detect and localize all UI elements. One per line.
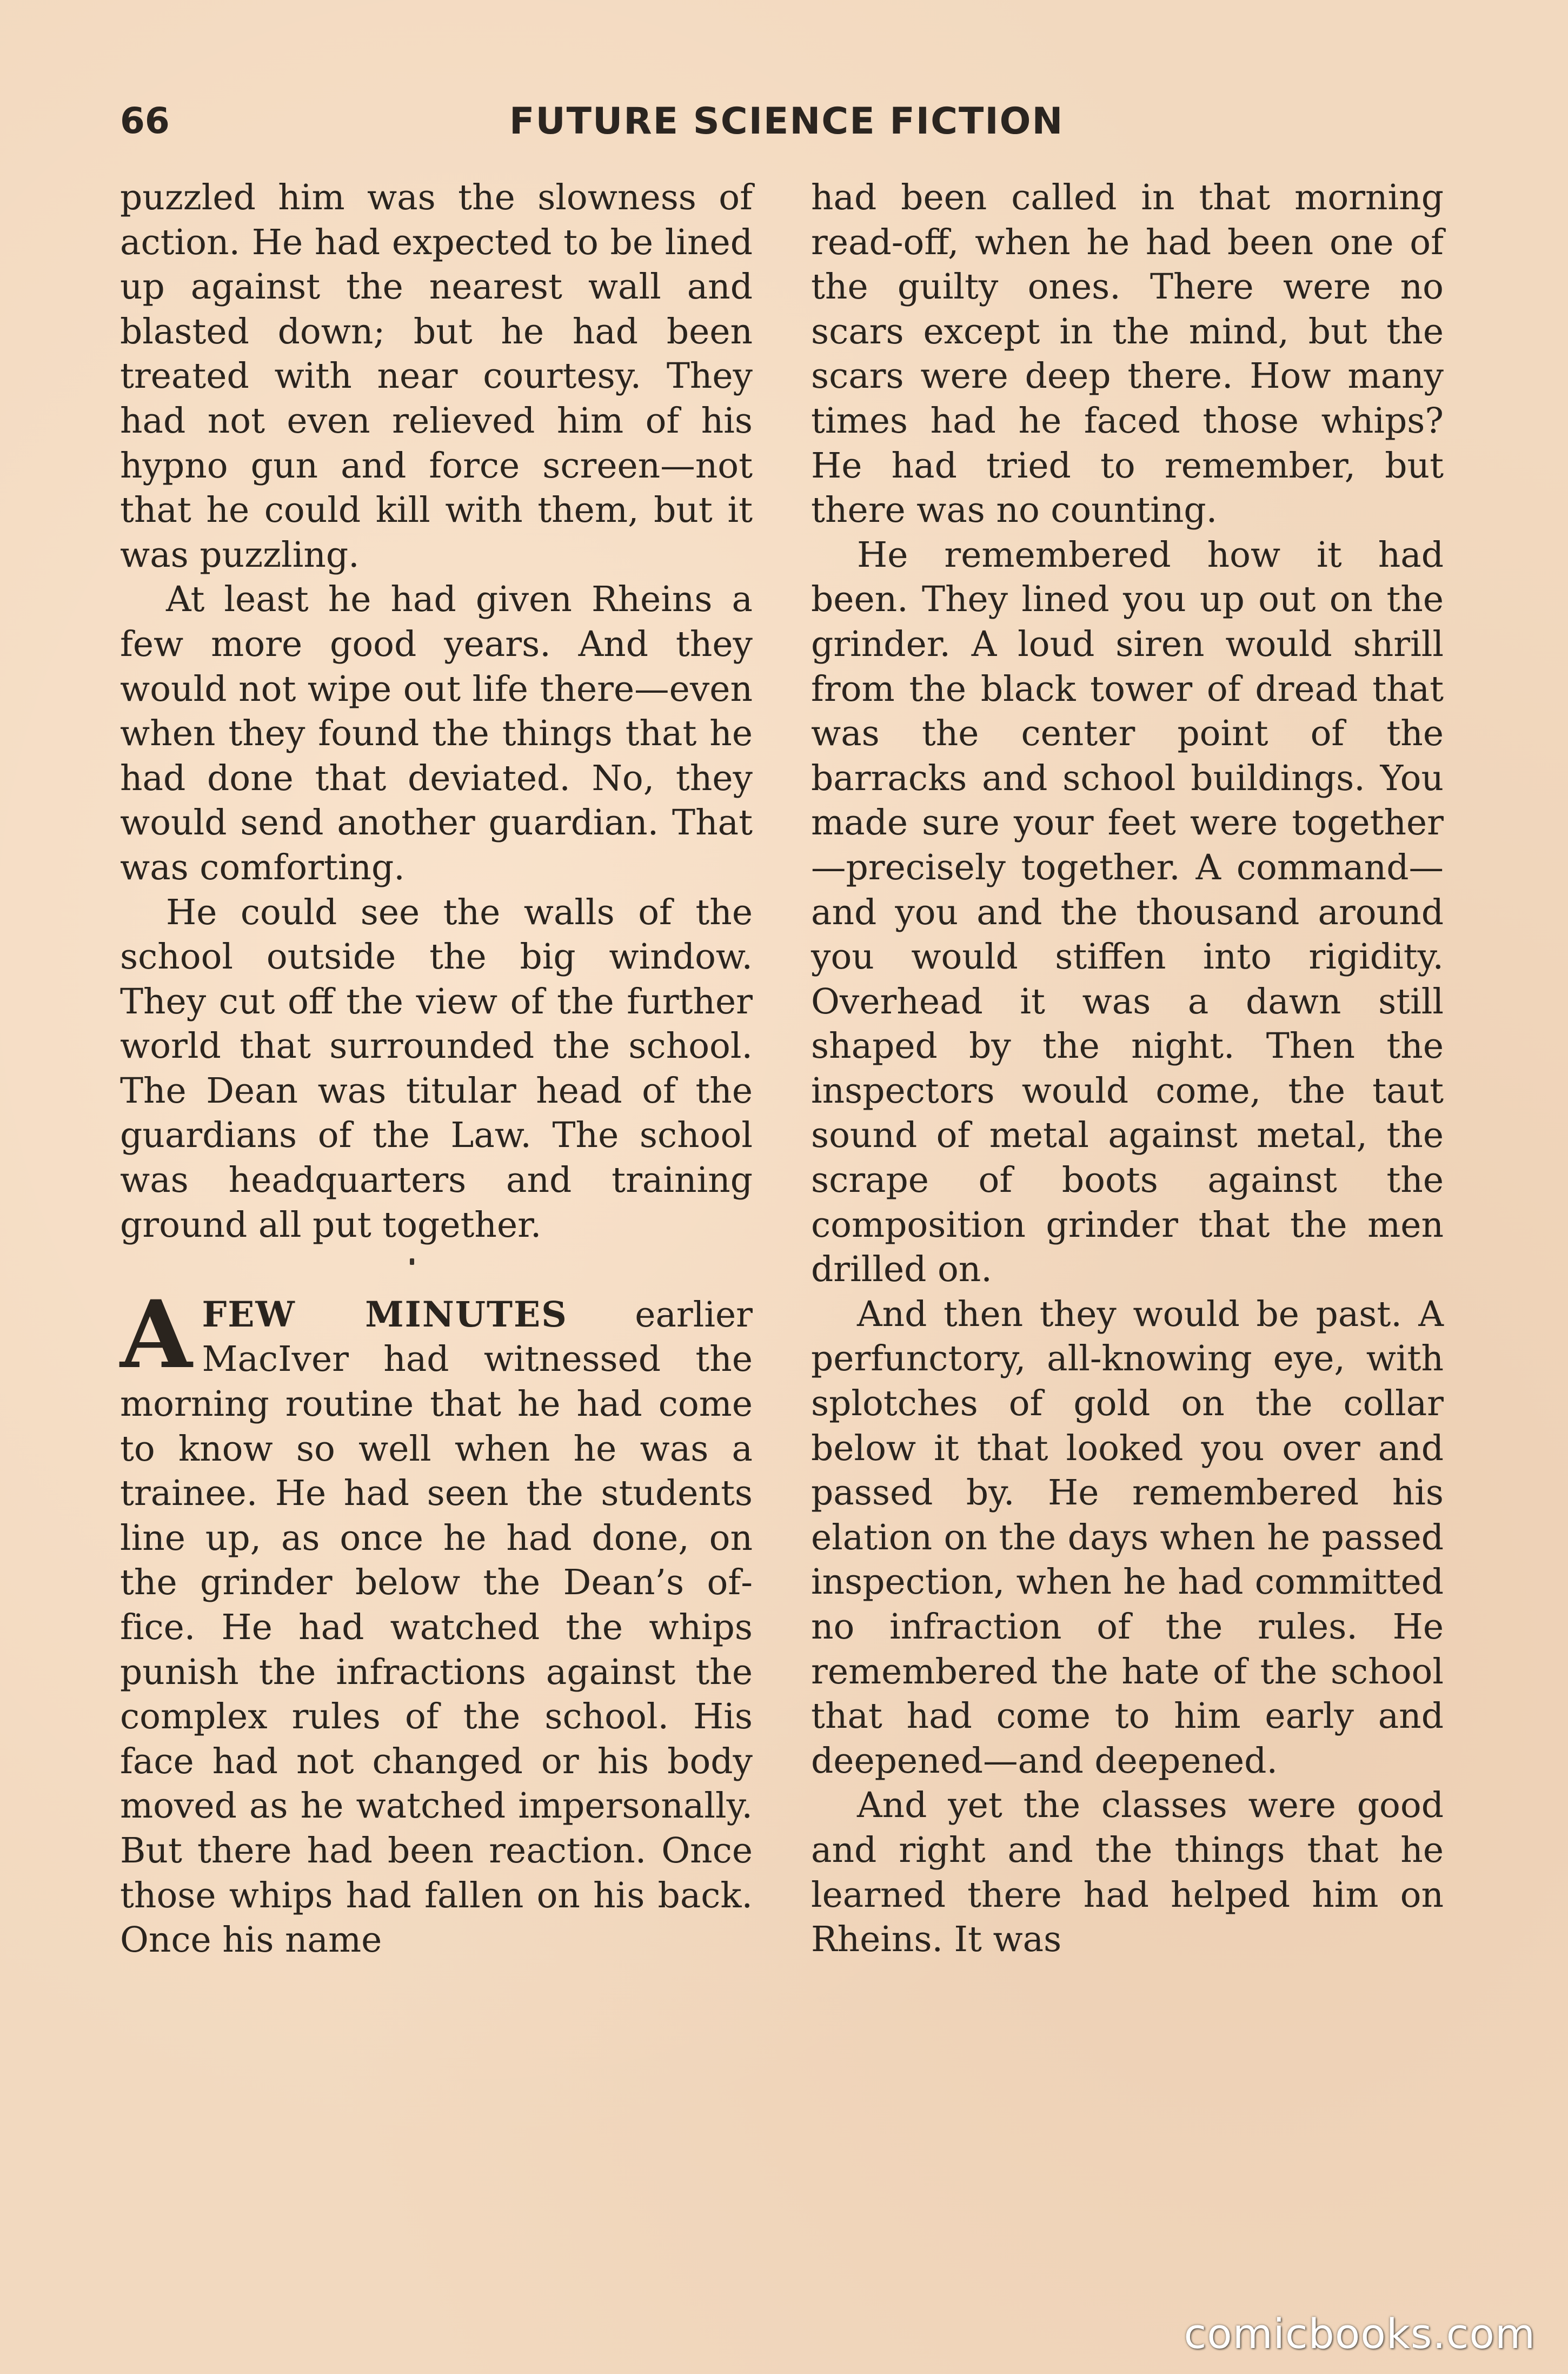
paragraph: He could see the walls of the school outside the big window. They cut off the view of the further world that surrounded the school. The Dean was titular head of the guardians of the Law. The school was headquarters and training ground all put together. — [120, 892, 753, 1245]
paragraph: puzzled him was the slowness of action. He had expected to be lined up against the nearest wall and blasted down; but he had been treated with near courtesy. They had not even relieved him of his hypno gun and force screen—not that he could kill with them, but it was puzzling. — [120, 177, 753, 575]
page-header — [120, 100, 1064, 160]
watermark: comicbooks.com — [1184, 2310, 1536, 2358]
running-title: FUTURE SCIENCE FICTION — [509, 100, 1064, 143]
paragraph: And yet the classes were good and right and the things that he learned there had helped him on Rheins. It was — [811, 1785, 1444, 1960]
section-break — [120, 1248, 753, 1292]
paragraph: He remembered how it had been. They lined you up out on the grinder. A loud siren would shrill from the black tower of dread that was the center point of the barracks and school buildings. You made sure your feet were together—precisely together. A command—and you and the thousand around you would stiffen into rigidity. Overhead it was a dawn still shaped by the night. Then the inspectors would come, the taut sound of metal against metal, the scrape of boots against the composition grinder that the men drilled on. — [811, 534, 1444, 1290]
paragraph: At least he had given Rheins a few more good years. And they would not wipe out life there—even when they found the things that he had done that deviated. No, they would send another guardian. That was comforting. — [120, 579, 753, 888]
page-number: 66 — [120, 100, 170, 142]
paragraph: had been called in that morning read-off, when he had been one of the guilty ones. There were no scars except in the mind, but the scars were deep there. How many times had he faced those whips? He had tried to remember, but there was no counting. — [811, 177, 1444, 531]
paragraph-with-drop-cap — [120, 1279, 753, 1963]
right-column — [811, 176, 1444, 1962]
paragraph: And then they would be past. A perfunctory, all-knowing eye, with splotches of gold on the collar below it that looked you over and passed by. He remembered his elation on the days when he passed inspection, when he had committed no infraction of the rules. He remembered the hate of the school that had come to him early and deepened—and deepened. — [811, 1294, 1444, 1781]
paragraph-text: earlier MacIver had witnessed the morning routine that he had come to know so well when he was a trainee. He had seen the students line up, as once he had done, on the grinder below the Dean’s office. He had watched the whips punish the infractions against the complex rules of the school. His face had not changed or his body moved as he watched impersonally. But there had been reaction. Once those whips had fallen on his back. Once his name — [120, 1294, 753, 1961]
section-break-mark — [410, 1258, 414, 1265]
drop-cap: A — [120, 1279, 192, 1389]
left-column — [120, 176, 753, 1963]
lead-in-words: FEW MINUTES — [202, 1294, 568, 1335]
